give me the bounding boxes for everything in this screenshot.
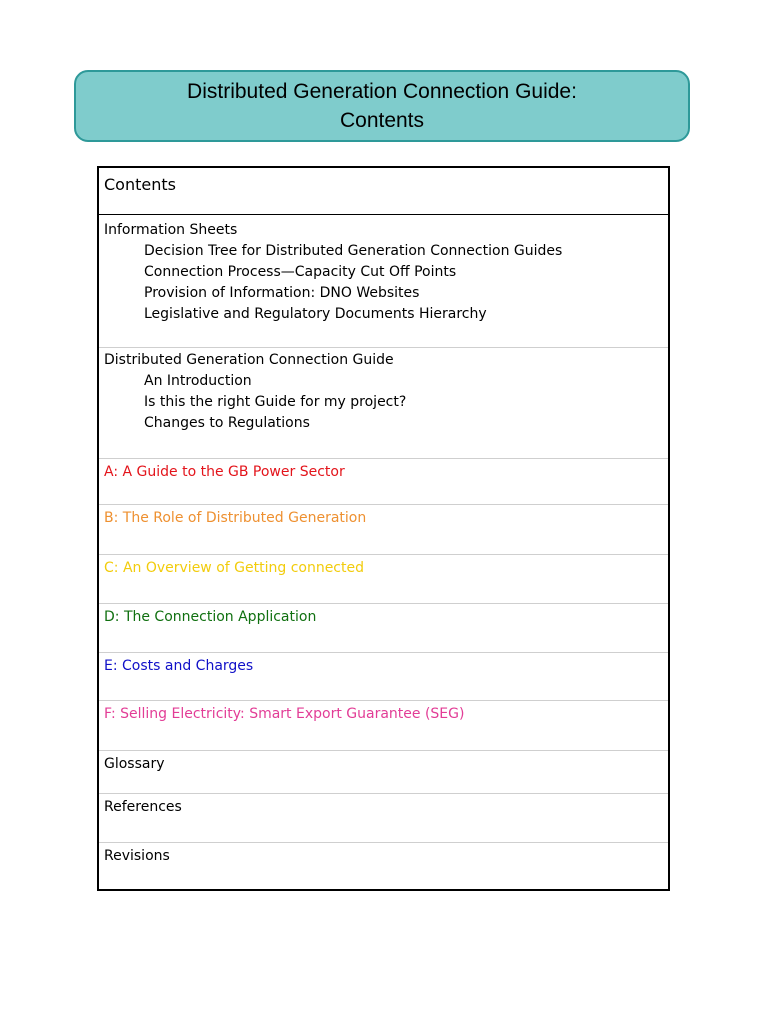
section-b-link[interactable]: B: The Role of Distributed Generation (104, 510, 367, 526)
section-row-d (99, 604, 668, 653)
section-row-c (99, 555, 668, 604)
guide-item[interactable]: An Introduction (144, 373, 252, 389)
revisions-link[interactable]: Revisions (104, 848, 170, 864)
section-row-a (99, 459, 668, 505)
section-e-link[interactable]: E: Costs and Charges (104, 658, 254, 674)
guide-item[interactable]: Changes to Regulations (144, 415, 310, 431)
info-sheet-item[interactable]: Connection Process—Capacity Cut Off Points (144, 264, 457, 280)
info-sheet-item[interactable]: Provision of Information: DNO Websites (144, 285, 420, 301)
contents-heading: Contents (104, 175, 176, 194)
information-sheets-title[interactable]: Information Sheets (104, 222, 238, 238)
contents-header-row (99, 168, 668, 215)
section-d-link[interactable]: D: The Connection Application (104, 609, 317, 625)
contents-table (97, 166, 670, 891)
title-banner (74, 70, 690, 142)
guide-item[interactable]: Is this the right Guide for my project? (144, 394, 407, 410)
section-c-link[interactable]: C: An Overview of Getting connected (104, 560, 364, 576)
info-sheet-item[interactable]: Decision Tree for Distributed Generation Connection Guides (144, 243, 563, 259)
glossary-link[interactable]: Glossary (104, 756, 165, 772)
section-row-f (99, 701, 668, 751)
glossary-row (99, 751, 668, 794)
guide-title[interactable]: Distributed Generation Connection Guide (104, 352, 394, 368)
info-sheet-item[interactable]: Legislative and Regulatory Documents Hierarchy (144, 306, 487, 322)
title-line-1: Distributed Generation Connection Guide: (187, 80, 577, 103)
title-line-2: Contents (339, 109, 425, 132)
references-row (99, 794, 668, 843)
section-row-e (99, 653, 668, 701)
section-f-link[interactable]: F: Selling Electricity: Smart Export Guarantee (SEG) (104, 706, 465, 722)
section-row-b (99, 505, 668, 555)
section-a-link[interactable]: A: A Guide to the GB Power Sector (104, 464, 345, 480)
guide-row (99, 348, 668, 459)
information-sheets-row (99, 215, 668, 348)
revisions-row (99, 843, 668, 889)
references-link[interactable]: References (104, 799, 182, 815)
